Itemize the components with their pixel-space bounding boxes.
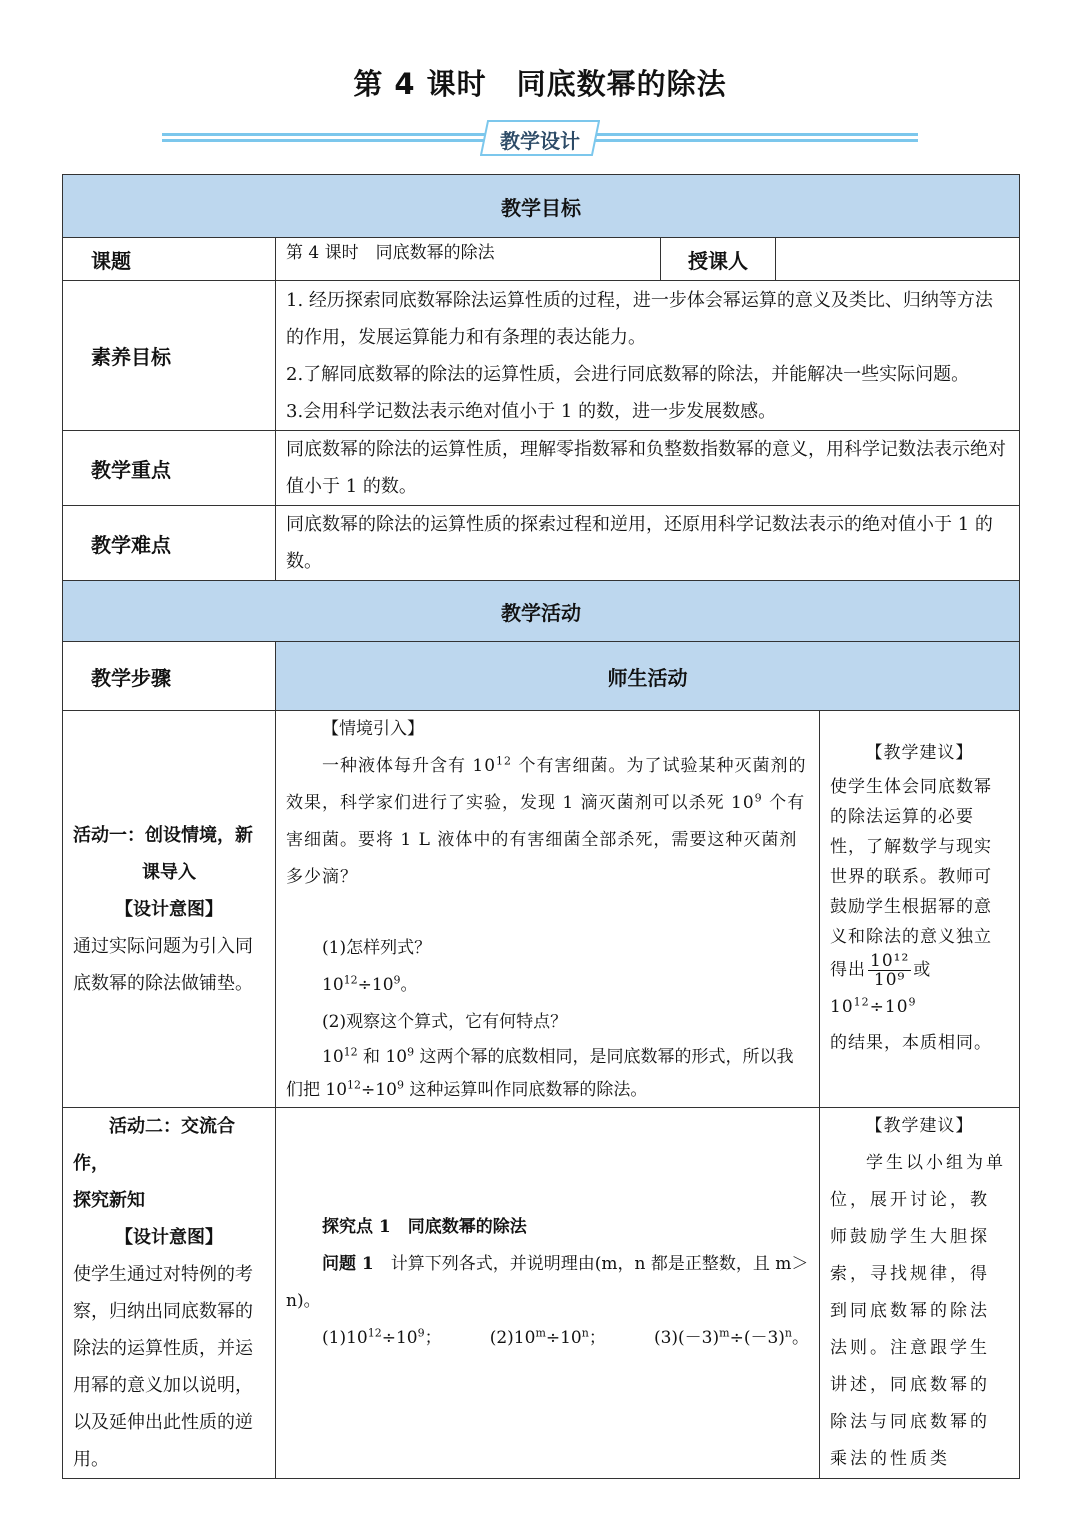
expr-1 bbox=[286, 1320, 442, 1357]
answer-2-e4: 9 bbox=[396, 1078, 404, 1092]
teacher-label: 授课人 bbox=[661, 238, 776, 281]
teacher-value bbox=[776, 238, 1020, 281]
question-1: (1)怎样列式？ bbox=[322, 938, 432, 958]
answer-1-end: 。 bbox=[400, 975, 418, 995]
scene-text-b: 个有害细菌。为了试验某种灭菌剂的效果，科学家们进行了实验，发现 1 滴灭菌剂可以杀死 10 bbox=[286, 756, 807, 813]
activity1-title: 活动一：创设情境，新 bbox=[73, 824, 253, 846]
literacy-goals bbox=[276, 281, 1020, 431]
expr-2-e2: n bbox=[581, 1326, 589, 1340]
problem-1-label: 问题 1 bbox=[322, 1254, 374, 1274]
activity2-advice-label: 【教学建议】 bbox=[865, 1116, 974, 1136]
answer-2-p2: 和 10 bbox=[357, 1047, 408, 1067]
scene-text-c: 个有害细菌。要将 1 L 液体中的有害细菌全部杀死，需要这种灭菌剂多少滴？ bbox=[286, 793, 806, 887]
expr-3-e2: n bbox=[784, 1326, 792, 1340]
question-2: (2)观察这个算式，它有何特点？ bbox=[322, 1012, 568, 1032]
answer-1-exp1: 12 bbox=[343, 973, 358, 987]
expr-1-b: ÷10 bbox=[381, 1328, 418, 1348]
expr-3-c: 。 bbox=[792, 1328, 809, 1348]
expr-1-c: ； bbox=[424, 1328, 442, 1348]
advice-or-op: ÷10 bbox=[869, 997, 909, 1017]
activity1-advice-text: 使学生体会同底数幂的除法运算的必要性，了解数学与现实世界的联系。教师可鼓励学生根据幂的意义和除法的意义独立 bbox=[830, 777, 992, 947]
advice-or: 或 10 bbox=[830, 960, 932, 1017]
advice-got: 得出 bbox=[830, 960, 866, 980]
answer-1 bbox=[286, 967, 809, 1004]
scene-text bbox=[286, 748, 809, 896]
advice-or-e1: 12 bbox=[853, 995, 870, 1009]
activity1-title-cont: 课导入 bbox=[142, 861, 196, 883]
activity2-content bbox=[276, 1108, 820, 1479]
expr-1-e1: 12 bbox=[367, 1326, 382, 1340]
literacy-goal-1: 1. 经历探索同底数幂除法运算性质的过程，进一步体会幂运算的意义及类比、归纳等方法的作用，发展运算能力和有条理的表达能力。 bbox=[286, 289, 993, 348]
literacy-label: 素养目标 bbox=[63, 281, 276, 431]
answer-2-p4: ÷10 bbox=[361, 1080, 397, 1100]
activity1-advice-formula bbox=[830, 952, 1009, 1025]
expr-3 bbox=[618, 1320, 809, 1357]
spacer bbox=[286, 896, 809, 930]
problem-1-text: 计算下列各式，并说明理由(m，n 都是正整数，且 m＞n)。 bbox=[286, 1254, 809, 1311]
key-point-text: 同底数幂的除法的运算性质，理解零指数幂和负整数指数幂的意义，用科学记数法表示绝对值小于 1 的数。 bbox=[276, 431, 1020, 506]
answer-2-p5: 这种运算叫作同底数幂的除法。 bbox=[403, 1080, 648, 1100]
answer-2-e1: 12 bbox=[343, 1045, 358, 1059]
scene-label: 【情境引入】 bbox=[322, 719, 424, 739]
literacy-goal-2: 2.了解同底数幂的除法的运算性质，会进行同底数幂的除法，并能解决一些实际问题。 bbox=[286, 363, 970, 385]
answer-2-e3: 12 bbox=[347, 1078, 362, 1092]
explore-point: 探究点 1 同底数幂的除法 bbox=[322, 1217, 527, 1237]
answer-2-p1: 10 bbox=[322, 1047, 344, 1067]
activity2-title: 活动二：交流合作， bbox=[73, 1116, 235, 1174]
answer-1-op: ÷10 bbox=[357, 975, 394, 995]
activity1-content bbox=[276, 711, 820, 1108]
scene-exp-a: 12 bbox=[496, 754, 513, 768]
activity2-intent-text: 使学生通过对特例的考察，归纳出同底数幂的除法的运算性质，并运用幂的意义加以说明，以及延伸出此性质的逆用。 bbox=[73, 1264, 253, 1470]
goals-header: 教学目标 bbox=[63, 175, 1020, 238]
activity1-advice-label: 【教学建议】 bbox=[865, 743, 974, 763]
activity2-title-cont: 探究新知 bbox=[73, 1190, 145, 1211]
expr-2 bbox=[454, 1320, 606, 1357]
expr-3-e1: m bbox=[719, 1326, 730, 1340]
section-banner bbox=[162, 120, 918, 156]
expr-2-c: ； bbox=[588, 1328, 606, 1348]
answer-2-p3: 这两个幂的底数相同，是同底数幂的形式，所以我们把 10 bbox=[286, 1047, 794, 1100]
answer-1-exp2: 9 bbox=[393, 973, 401, 987]
difficulty-label: 教学难点 bbox=[63, 506, 276, 581]
banner-tag bbox=[480, 120, 600, 156]
activity1-advice-end: 的结果，本质相同。 bbox=[830, 1033, 992, 1053]
expr-1-a: (1)10 bbox=[322, 1328, 368, 1348]
expr-1-e2: 9 bbox=[417, 1326, 425, 1340]
expr-2-e1: m bbox=[535, 1326, 546, 1340]
answer-1-base: 10 bbox=[322, 975, 344, 995]
answer-2-e2: 9 bbox=[407, 1045, 415, 1059]
activity2-advice bbox=[820, 1108, 1020, 1479]
answer-2 bbox=[286, 1041, 809, 1107]
activity1-intent-text: 通过实际问题为引入同底数幂的除法做铺垫。 bbox=[73, 935, 253, 994]
activity1-step bbox=[63, 711, 276, 1108]
activities-header: 教学活动 bbox=[63, 581, 1020, 642]
literacy-goal-3: 3.会用科学记数法表示绝对值小于 1 的数，进一步发展数感。 bbox=[286, 400, 777, 422]
difficulty-text: 同底数幂的除法的运算性质的探索过程和逆用，还原用科学记数法表示的绝对值小于 1 的数。 bbox=[276, 506, 1020, 581]
page-title: 第 4 课时 同底数幂的除法 bbox=[353, 67, 727, 101]
activity1-advice bbox=[820, 711, 1020, 1108]
key-point-label: 教学重点 bbox=[63, 431, 276, 506]
topic-label: 课题 bbox=[63, 238, 276, 281]
activity1-intent-label: 【设计意图】 bbox=[115, 898, 223, 920]
advice-denominator: 10⁹ bbox=[873, 970, 906, 990]
expr-2-a: (2)10 bbox=[489, 1328, 536, 1348]
banner-label: 教学设计 bbox=[500, 129, 580, 153]
activity2-step bbox=[63, 1108, 276, 1479]
advice-fraction bbox=[868, 952, 911, 989]
expr-3-b: ÷(－3) bbox=[729, 1328, 785, 1348]
spacer bbox=[286, 1357, 809, 1417]
activity-header: 师生活动 bbox=[276, 642, 1020, 711]
spacer bbox=[286, 1169, 809, 1209]
topic-value: 第 4 课时 同底数幂的除法 bbox=[276, 238, 661, 281]
problem-1-expressions bbox=[286, 1320, 809, 1357]
scene-text-a: 一种液体每升含有 10 bbox=[322, 756, 497, 776]
lesson-plan-table bbox=[62, 174, 1020, 1479]
expr-2-b: ÷10 bbox=[545, 1328, 582, 1348]
advice-or-e2: 9 bbox=[908, 995, 917, 1009]
steps-header: 教学步骤 bbox=[63, 642, 276, 711]
problem-1 bbox=[286, 1246, 809, 1320]
advice-numerator: 10¹² bbox=[870, 951, 910, 971]
activity2-advice-text: 学生以小组为单位，展开讨论，教师鼓励学生大胆探索，寻找规律，得到同底数幂的除法法则。注意跟学生讲述，同底数幂的除法与同底数幂的乘法的性质类 bbox=[830, 1153, 1006, 1469]
scene-exp-b: 9 bbox=[754, 791, 763, 805]
expr-3-a: (3)(－3) bbox=[653, 1328, 720, 1348]
activity2-intent-label: 【设计意图】 bbox=[115, 1227, 223, 1248]
